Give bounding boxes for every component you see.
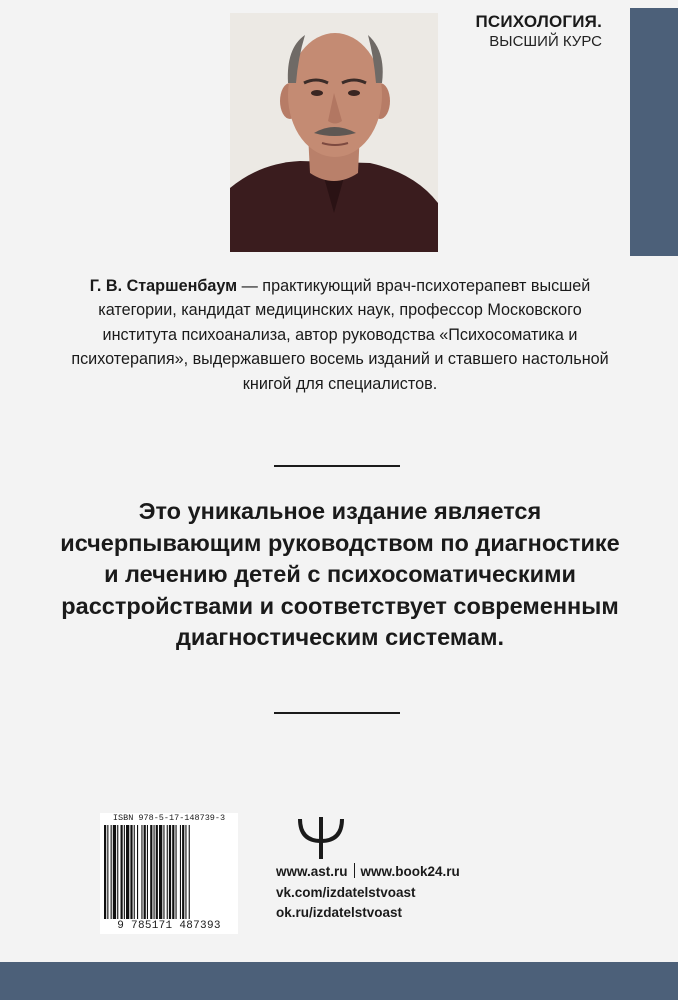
series-title-line1: ПСИХОЛОГИЯ. bbox=[475, 12, 602, 31]
series-title-line2: ВЫСШИЙ КУРС bbox=[489, 33, 602, 50]
lead-text: Это уникальное издание является исчерпывающим руководством по диагностике и лечению детей с психосоматическими расстройствами и соответствует современным диагностическим системам. bbox=[60, 498, 620, 650]
author-name: Г. В. Старшенбаум bbox=[89, 277, 238, 295]
divider-bottom bbox=[274, 712, 400, 714]
accent-bottom-band bbox=[0, 962, 678, 1000]
barcode-bars bbox=[104, 825, 234, 919]
psi-icon bbox=[296, 815, 346, 866]
author-bio-text: — практикующий врач-психотерапевт высшей категории, кандидат медицинских наук, профессор Московского института психоанализа, автор руководства «Психосоматика и психотерапия», выдержавшего восемь изданий и ставшего настольной книгой для специалистов. bbox=[71, 277, 609, 393]
author-bio bbox=[60, 274, 620, 396]
isbn-label: ISBN 978-5-17-148739-3 bbox=[112, 813, 226, 823]
divider-top bbox=[274, 465, 400, 467]
link-book24[interactable]: www.book24.ru bbox=[360, 864, 460, 879]
link-ok[interactable]: ok.ru/izdatelstvoast bbox=[276, 905, 403, 920]
link-ast[interactable]: www.ast.ru bbox=[276, 864, 348, 879]
link-separator bbox=[354, 863, 355, 878]
series-title bbox=[475, 12, 602, 52]
accent-side-band bbox=[630, 8, 678, 256]
author-photo bbox=[230, 13, 438, 252]
barcode bbox=[100, 813, 238, 934]
publisher-links bbox=[276, 862, 460, 924]
barcode-digits: 9 785171 487393 bbox=[117, 920, 221, 932]
link-vk[interactable]: vk.com/izdatelstvoast bbox=[276, 884, 416, 900]
